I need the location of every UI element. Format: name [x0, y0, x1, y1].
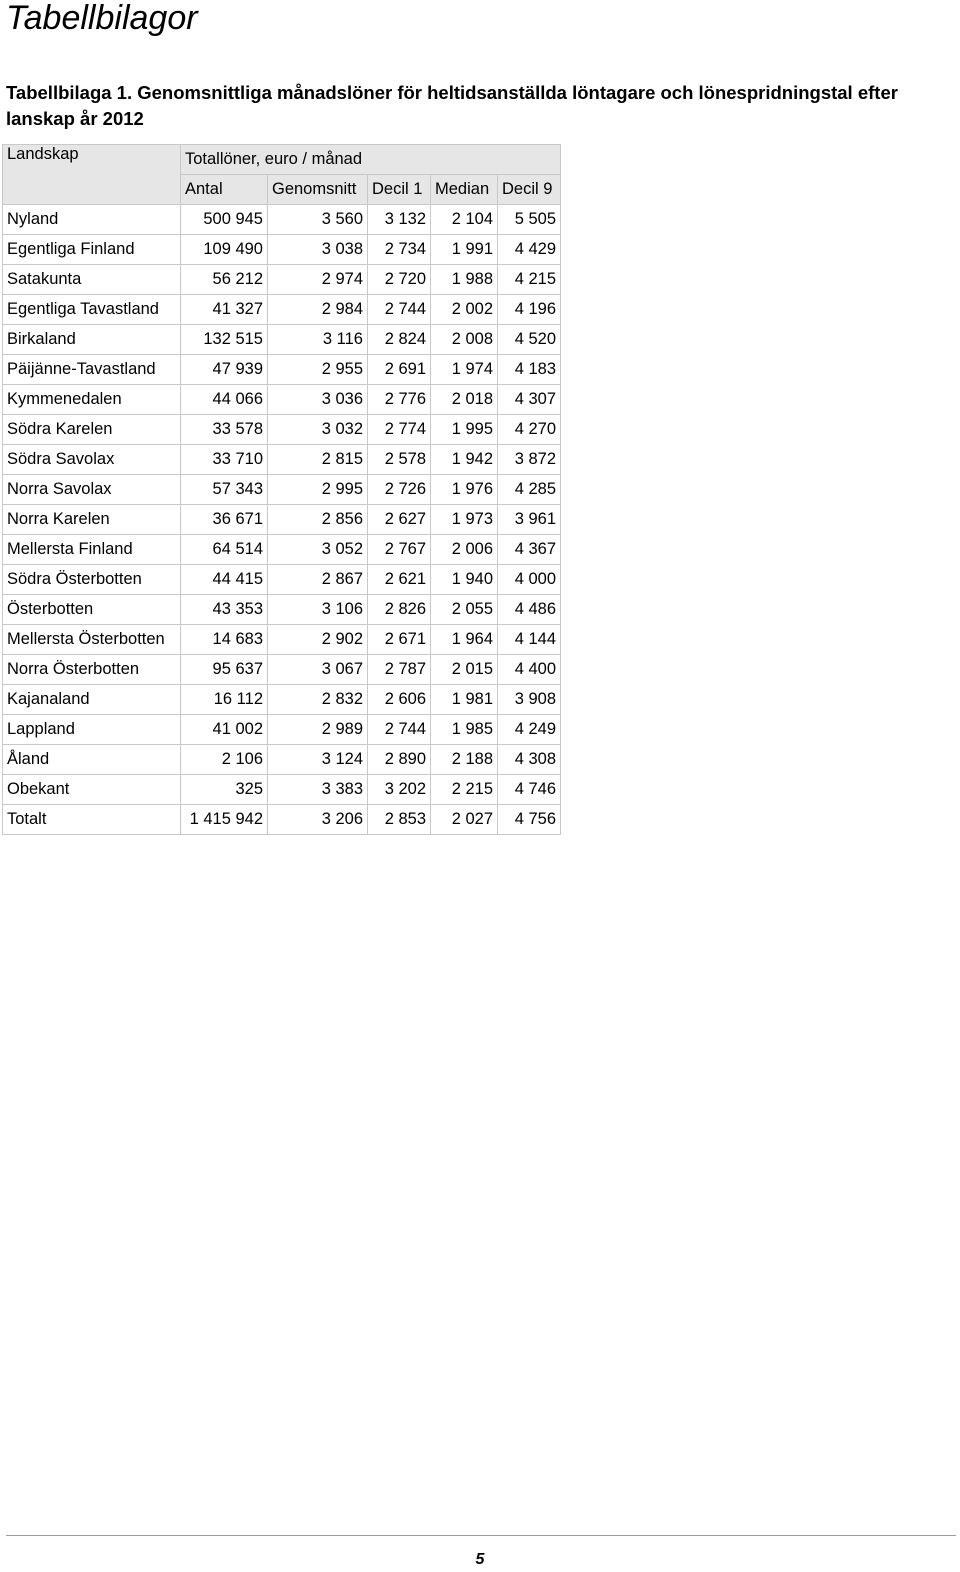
cell-decil-1: 2 744	[368, 715, 431, 745]
cell-region: Egentliga Finland	[3, 235, 181, 265]
cell-decil-9: 4 746	[498, 775, 561, 805]
cell-antal: 33 710	[181, 445, 268, 475]
cell-genomsnitt: 2 902	[268, 625, 368, 655]
cell-antal: 44 415	[181, 565, 268, 595]
cell-region: Mellersta Österbotten	[3, 625, 181, 655]
table-body	[3, 205, 561, 835]
cell-median: 1 964	[431, 625, 498, 655]
cell-decil-1: 3 132	[368, 205, 431, 235]
cell-antal: 132 515	[181, 325, 268, 355]
cell-region: Åland	[3, 745, 181, 775]
cell-median: 2 188	[431, 745, 498, 775]
cell-region: Satakunta	[3, 265, 181, 295]
cell-decil-1: 2 787	[368, 655, 431, 685]
cell-decil-1: 2 853	[368, 805, 431, 835]
cell-median: 1 991	[431, 235, 498, 265]
cell-genomsnitt: 2 856	[268, 505, 368, 535]
cell-genomsnitt: 2 989	[268, 715, 368, 745]
cell-median: 2 018	[431, 385, 498, 415]
table-row	[3, 325, 561, 355]
cell-region: Norra Karelen	[3, 505, 181, 535]
cell-region: Södra Savolax	[3, 445, 181, 475]
cell-decil-1: 2 578	[368, 445, 431, 475]
cell-median: 1 942	[431, 445, 498, 475]
cell-decil-1: 2 824	[368, 325, 431, 355]
wage-table	[2, 144, 561, 835]
header-genomsnitt: Genomsnitt	[268, 175, 368, 205]
cell-decil-1: 2 890	[368, 745, 431, 775]
footer-divider	[6, 1535, 956, 1536]
cell-genomsnitt: 3 206	[268, 805, 368, 835]
cell-antal: 41 327	[181, 295, 268, 325]
table-row	[3, 475, 561, 505]
cell-decil-9: 4 285	[498, 475, 561, 505]
cell-median: 2 027	[431, 805, 498, 835]
table-row	[3, 205, 561, 235]
cell-antal: 16 112	[181, 685, 268, 715]
cell-genomsnitt: 2 832	[268, 685, 368, 715]
cell-median: 2 104	[431, 205, 498, 235]
header-group: Totallöner, euro / månad	[181, 145, 561, 175]
cell-decil-1: 2 776	[368, 385, 431, 415]
cell-antal: 500 945	[181, 205, 268, 235]
cell-genomsnitt: 2 974	[268, 265, 368, 295]
cell-decil-1: 2 691	[368, 355, 431, 385]
header-decil-1: Decil 1	[368, 175, 431, 205]
cell-genomsnitt: 3 106	[268, 595, 368, 625]
cell-genomsnitt: 3 124	[268, 745, 368, 775]
table-row	[3, 745, 561, 775]
cell-decil-9: 4 486	[498, 595, 561, 625]
cell-region: Totalt	[3, 805, 181, 835]
cell-antal: 36 671	[181, 505, 268, 535]
cell-decil-9: 4 429	[498, 235, 561, 265]
cell-decil-9: 4 000	[498, 565, 561, 595]
cell-antal: 95 637	[181, 655, 268, 685]
cell-genomsnitt: 3 116	[268, 325, 368, 355]
cell-region: Egentliga Tavastland	[3, 295, 181, 325]
cell-region: Lappland	[3, 715, 181, 745]
table-row	[3, 265, 561, 295]
table-row	[3, 385, 561, 415]
cell-region: Kymmenedalen	[3, 385, 181, 415]
table-row	[3, 235, 561, 265]
cell-decil-9: 3 908	[498, 685, 561, 715]
cell-decil-9: 4 249	[498, 715, 561, 745]
cell-median: 2 002	[431, 295, 498, 325]
cell-median: 1 973	[431, 505, 498, 535]
table-row	[3, 655, 561, 685]
cell-antal: 64 514	[181, 535, 268, 565]
cell-decil-1: 2 726	[368, 475, 431, 505]
table-caption: Tabellbilaga 1. Genomsnittliga månadslöner för heltidsanställda löntagare och lönespridningstal efter lanskap år 2012	[6, 82, 898, 129]
cell-region: Nyland	[3, 205, 181, 235]
cell-median: 1 988	[431, 265, 498, 295]
cell-decil-1: 2 720	[368, 265, 431, 295]
cell-median: 1 974	[431, 355, 498, 385]
cell-antal: 44 066	[181, 385, 268, 415]
table-row	[3, 775, 561, 805]
cell-decil-1: 2 767	[368, 535, 431, 565]
cell-decil-9: 4 520	[498, 325, 561, 355]
cell-antal: 57 343	[181, 475, 268, 505]
cell-antal: 2 106	[181, 745, 268, 775]
cell-region: Norra Savolax	[3, 475, 181, 505]
cell-decil-1: 2 627	[368, 505, 431, 535]
cell-genomsnitt: 2 815	[268, 445, 368, 475]
cell-antal: 14 683	[181, 625, 268, 655]
cell-decil-1: 2 606	[368, 685, 431, 715]
cell-decil-9: 4 756	[498, 805, 561, 835]
cell-decil-9: 4 308	[498, 745, 561, 775]
cell-genomsnitt: 2 955	[268, 355, 368, 385]
cell-antal: 43 353	[181, 595, 268, 625]
cell-genomsnitt: 3 560	[268, 205, 368, 235]
cell-antal: 56 212	[181, 265, 268, 295]
table-row	[3, 625, 561, 655]
cell-decil-9: 4 307	[498, 385, 561, 415]
cell-antal: 1 415 942	[181, 805, 268, 835]
cell-genomsnitt: 3 052	[268, 535, 368, 565]
cell-decil-9: 4 270	[498, 415, 561, 445]
cell-region: Kajanaland	[3, 685, 181, 715]
cell-decil-9: 4 400	[498, 655, 561, 685]
cell-antal: 109 490	[181, 235, 268, 265]
table-row	[3, 295, 561, 325]
cell-region: Mellersta Finland	[3, 535, 181, 565]
cell-median: 2 006	[431, 535, 498, 565]
page-heading: Tabellbilagor	[6, 0, 198, 37]
table-row	[3, 565, 561, 595]
cell-median: 1 976	[431, 475, 498, 505]
cell-decil-1: 2 671	[368, 625, 431, 655]
cell-region: Birkaland	[3, 325, 181, 355]
header-decil-9: Decil 9	[498, 175, 561, 205]
cell-region: Österbotten	[3, 595, 181, 625]
table-row	[3, 355, 561, 385]
cell-median: 1 981	[431, 685, 498, 715]
cell-median: 2 055	[431, 595, 498, 625]
cell-antal: 325	[181, 775, 268, 805]
cell-median: 2 215	[431, 775, 498, 805]
cell-decil-9: 5 505	[498, 205, 561, 235]
cell-decil-9: 4 144	[498, 625, 561, 655]
table-row	[3, 535, 561, 565]
cell-decil-1: 2 826	[368, 595, 431, 625]
cell-genomsnitt: 3 036	[268, 385, 368, 415]
cell-decil-1: 2 621	[368, 565, 431, 595]
cell-genomsnitt: 3 032	[268, 415, 368, 445]
table-row	[3, 445, 561, 475]
cell-decil-1: 3 202	[368, 775, 431, 805]
header-antal: Antal	[181, 175, 268, 205]
cell-genomsnitt: 2 995	[268, 475, 368, 505]
cell-decil-9: 4 196	[498, 295, 561, 325]
cell-decil-1: 2 744	[368, 295, 431, 325]
cell-region: Norra Österbotten	[3, 655, 181, 685]
cell-decil-1: 2 734	[368, 235, 431, 265]
cell-genomsnitt: 3 038	[268, 235, 368, 265]
cell-decil-9: 3 961	[498, 505, 561, 535]
cell-decil-1: 2 774	[368, 415, 431, 445]
cell-median: 1 995	[431, 415, 498, 445]
cell-decil-9: 4 215	[498, 265, 561, 295]
cell-antal: 47 939	[181, 355, 268, 385]
table-row	[3, 715, 561, 745]
cell-region: Södra Österbotten	[3, 565, 181, 595]
cell-antal: 41 002	[181, 715, 268, 745]
cell-genomsnitt: 2 867	[268, 565, 368, 595]
table-row	[3, 505, 561, 535]
table-row	[3, 595, 561, 625]
table-row	[3, 415, 561, 445]
cell-median: 2 015	[431, 655, 498, 685]
cell-decil-9: 4 183	[498, 355, 561, 385]
cell-median: 1 985	[431, 715, 498, 745]
table-row	[3, 805, 561, 835]
cell-median: 2 008	[431, 325, 498, 355]
cell-genomsnitt: 2 984	[268, 295, 368, 325]
cell-region: Obekant	[3, 775, 181, 805]
cell-median: 1 940	[431, 565, 498, 595]
cell-genomsnitt: 3 383	[268, 775, 368, 805]
cell-decil-9: 4 367	[498, 535, 561, 565]
table-row	[3, 685, 561, 715]
header-region: Landskap	[3, 145, 181, 205]
page-number: 5	[475, 1551, 485, 1568]
cell-decil-9: 3 872	[498, 445, 561, 475]
header-median: Median	[431, 175, 498, 205]
cell-region: Päijänne-Tavastland	[3, 355, 181, 385]
cell-antal: 33 578	[181, 415, 268, 445]
cell-genomsnitt: 3 067	[268, 655, 368, 685]
cell-region: Södra Karelen	[3, 415, 181, 445]
